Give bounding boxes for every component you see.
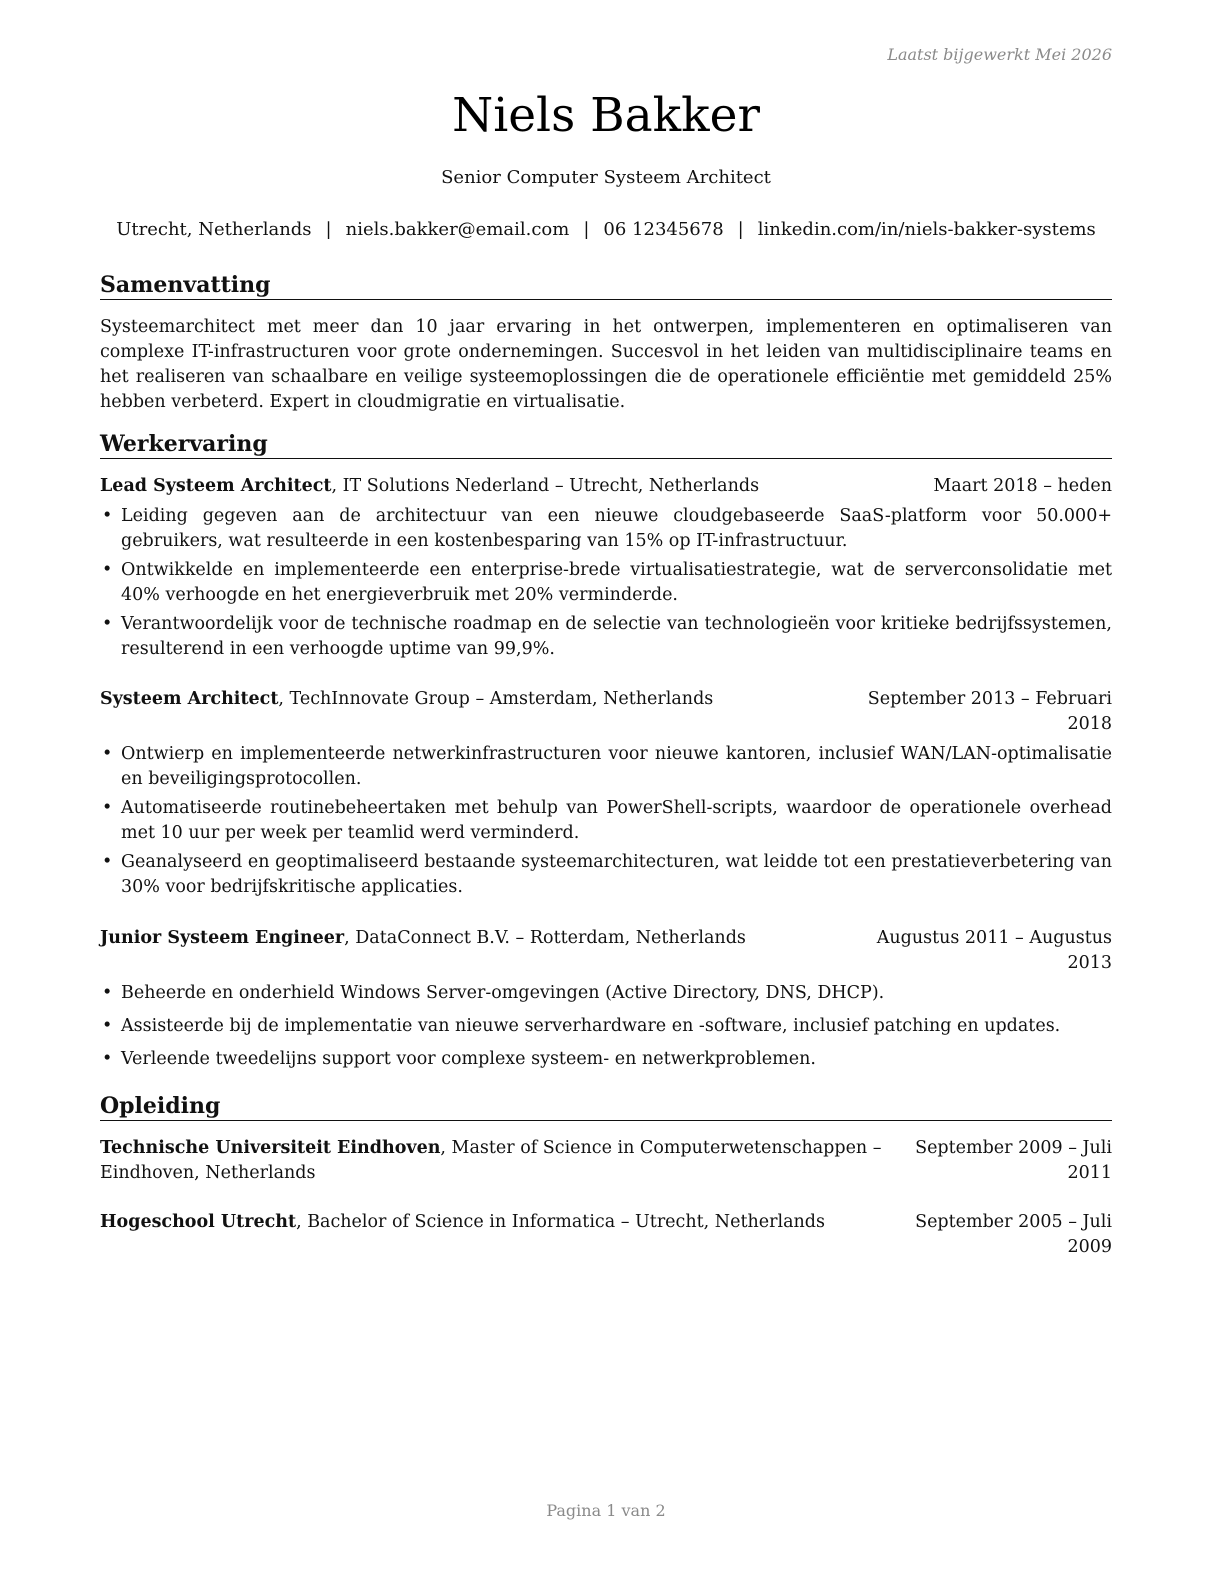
contact-location: Utrecht, Netherlands bbox=[116, 219, 312, 240]
education-dates-line: September 2005 – Juli bbox=[915, 1212, 1112, 1232]
job-header bbox=[100, 687, 1112, 734]
education-heading: Opleiding bbox=[100, 1093, 1112, 1121]
job-header bbox=[100, 474, 1112, 499]
job-bullet: • Verantwoordelijk voor de technische roadmap en de selectie van technologieën voor kritieke bedrijfssystemen, resulterend in een verhoogde uptime van 99,9%. bbox=[100, 612, 1112, 662]
contact-separator: | bbox=[737, 219, 744, 240]
contact-email[interactable]: niels.bakker@email.com bbox=[345, 219, 570, 240]
education-item bbox=[100, 1136, 1112, 1186]
job-bullet: • Automatiseerde routinebeheertaken met behulp van PowerShell-scripts, waardoor de operationele overhead met 10 uur per week per teamlid werd verminderd. bbox=[100, 796, 1112, 846]
job-bullets bbox=[100, 742, 1112, 900]
contact-separator: | bbox=[583, 219, 590, 240]
contact-phone: 06 12345678 bbox=[603, 219, 724, 240]
experience-heading: Werkervaring bbox=[100, 431, 1112, 459]
job-bullet: • Geanalyseerd en geoptimaliseerd bestaande systeemarchitecturen, wat leidde tot een prestatieverbetering van 30% voor bedrijfskritische applicaties. bbox=[100, 850, 1112, 900]
job-dates bbox=[877, 926, 1112, 976]
job-role: Systeem Architect bbox=[100, 689, 279, 709]
last-updated: Laatst bijgewerkt Mei 2026 bbox=[887, 45, 1112, 64]
education-dates bbox=[915, 1210, 1112, 1260]
contact-linkedin[interactable]: linkedin.com/in/niels-bakker-systems bbox=[757, 219, 1096, 240]
education-school: Technische Universiteit Eindhoven bbox=[100, 1138, 441, 1158]
job-organization: , IT Solutions Nederland – Utrecht, Netherlands bbox=[331, 476, 760, 496]
education-dates bbox=[915, 1136, 1112, 1186]
job-bullets bbox=[100, 504, 1112, 662]
contact-separator: | bbox=[325, 219, 332, 240]
job-bullets bbox=[100, 981, 1112, 1072]
job-bullet: • Ontwikkelde en implementeerde een enterprise-brede virtualisatiestrategie, wat de serverconsolidatie met 40% verhoogde en het energieverbruik met 20% verminderde. bbox=[100, 558, 1112, 608]
education-dates-line: September 2009 – Juli bbox=[915, 1138, 1112, 1158]
education-degree: , Master of Science in Computerwetenschappen – bbox=[440, 1138, 882, 1158]
job-bullet: • Leiding gegeven aan de architectuur van een nieuwe cloudgebaseerde SaaS-platform voor 50.000+ gebruikers, wat resulteerde in een kostenbesparing van 15% op IT-infrastructuur. bbox=[100, 504, 1112, 554]
summary-text: Systeemarchitect met meer dan 10 jaar ervaring in het ontwerpen, implementeren en optimaliseren van complexe IT-infrastructuren voor grote ondernemingen. Succesvol in het leiden van multidisciplinaire teams en het realiseren van schaalbare en veilige systeemoplossingen die de operationele efficiëntie met gemiddeld 25% hebben verbeterd. Expert in cloudmigratie en virtualisatie. bbox=[100, 317, 1112, 412]
job-bullet: • Beheerde en onderhield Windows Server-omgevingen (Active Directory, DNS, DHCP). bbox=[100, 981, 1112, 1006]
job-dates-line: Augustus 2011 – Augustus bbox=[876, 928, 1112, 948]
job-bullet: • Ontwierp en implementeerde netwerkinfrastructuren voor nieuwe kantoren, inclusief WAN/LAN-optimalisatie en beveiligingsprotocollen. bbox=[100, 742, 1112, 792]
education-degree: , Bachelor of Science in Informatica – Utrecht, Netherlands bbox=[296, 1212, 825, 1232]
job-dates: Maart 2018 – heden bbox=[933, 476, 1112, 496]
education-dates-line: 2011 bbox=[1067, 1163, 1112, 1183]
job-dates bbox=[868, 687, 1112, 737]
education-item bbox=[100, 1210, 1112, 1257]
job-dates-line: 2013 bbox=[1067, 953, 1112, 973]
job-header bbox=[100, 926, 1112, 973]
job-bullet: • Assisteerde bij de implementatie van nieuwe serverhardware en -software, inclusief patching en updates. bbox=[100, 1014, 1112, 1039]
job-dates-line: September 2013 – Februari bbox=[867, 689, 1112, 709]
job-organization: , DataConnect B.V. – Rotterdam, Netherlands bbox=[344, 928, 746, 948]
job-dates-line: 2018 bbox=[1067, 714, 1112, 734]
education-degree-location: Eindhoven, Netherlands bbox=[100, 1163, 316, 1183]
education-school: Hogeschool Utrecht bbox=[100, 1212, 297, 1232]
contact-line bbox=[100, 219, 1112, 240]
summary-heading: Samenvatting bbox=[100, 272, 1112, 300]
education-dates-line: 2009 bbox=[1067, 1237, 1112, 1257]
job-role: Junior Systeem Engineer bbox=[100, 928, 345, 948]
page-number: Pagina 1 van 2 bbox=[546, 1501, 666, 1520]
job-bullet: • Verleende tweedelijns support voor complexe systeem- en netwerkproblemen. bbox=[100, 1047, 1112, 1072]
job-title: Senior Computer Systeem Architect bbox=[441, 167, 771, 188]
job-role: Lead Systeem Architect bbox=[100, 476, 332, 496]
person-name: Niels Bakker bbox=[452, 88, 760, 143]
job-organization: , TechInnovate Group – Amsterdam, Netherlands bbox=[278, 689, 714, 709]
